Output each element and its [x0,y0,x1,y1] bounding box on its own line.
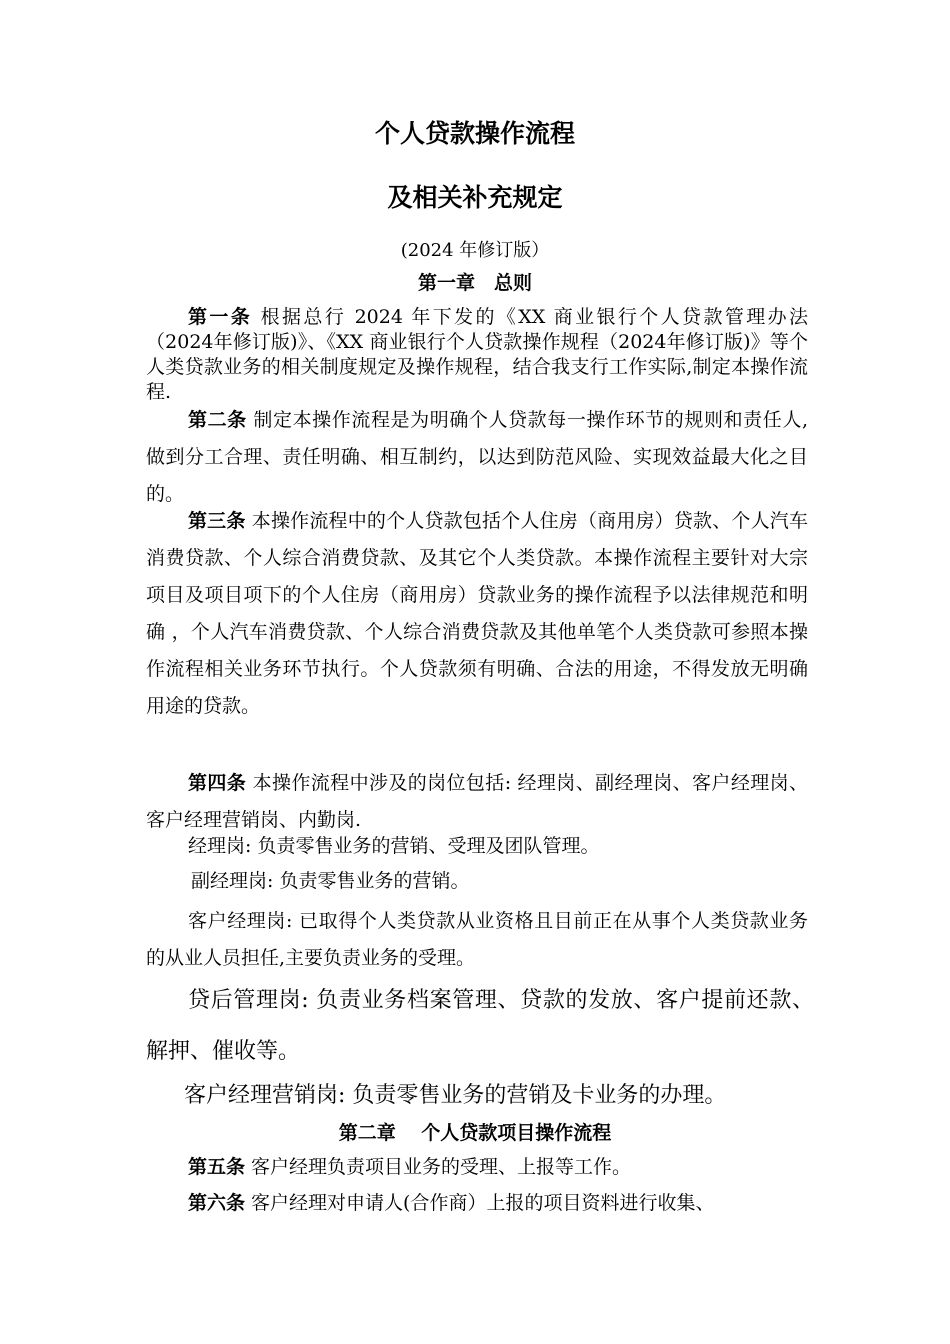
article-text: 根据总行 2024 年下发的《XX 商业银行个人贷款管理办法（2024年修订版)》、《XX 商业银行个人贷款操作规程（2024年修订版)》等个人类贷款业务的相关制度规定及操作规程，结合我支行工作实际,制定本操作流程. [146,306,808,403]
article-label: 第五条 [188,1156,246,1178]
chapter-heading-1: 第一章 总则 [417,272,532,294]
document-subtitle: (2024 年修订版） [400,240,550,261]
document-title: 个人贷款操作流程 [374,119,575,148]
article-5 [188,1152,888,1179]
document-title-line2: 及相关补充规定 [387,183,563,212]
article-text: 本操作流程中涉及的岗位包括: 经理岗、副经理岗、客户经理岗、客户经理营销岗、内勤岗. [146,772,808,831]
role-marketing: 客户经理营销岗: 负责零售业务的营销及卡业务的办理。 [184,1083,727,1108]
article-4 [146,765,808,839]
article-text: 客户经理对申请人(合作商）上报的项目资料进行收集、 [245,1192,715,1214]
article-6 [188,1188,888,1215]
article-label: 第三条 [188,510,246,532]
chapter-heading-2: 第二章 个人贷款项目操作流程 [338,1122,612,1144]
article-label: 第一条 [188,306,253,328]
article-3 [146,503,808,725]
article-text: 本操作流程中的个人贷款包括个人住房（商用房）贷款、个人汽车消费贷款、个人综合消费贷款、及其它个人类贷款。本操作流程主要针对大宗项目及项目项下的个人住房（商用房）贷款业务的操作流程予以法律规范和明确 ，个人汽车消费贷款、个人综合消费贷款及其他单笔个人类贷款可参照本操作流程相关业务环节执行。个人贷款须有明确、合法的用途，不得发放无明确用途的贷款。 [146,510,808,717]
role-manager: 经理岗: 负责零售业务的营销、受理及团队管理。 [188,835,600,857]
role-post-loan-manager: 贷后管理岗: 负责业务档案管理、贷款的发放、客户提前还款、解押、催收等。 [146,988,814,1064]
role-deputy-manager: 副经理岗: 负责零售业务的营销。 [191,870,470,892]
article-text: 客户经理负责项目业务的受理、上报等工作。 [245,1156,632,1178]
article-label: 第四条 [188,772,247,794]
article-text: 制定本操作流程是为明确个人贷款每一操作环节的规则和责任人,做到分工合理、责任明确、相互制约，以达到防范风险、实现效益最大化之目的。 [146,409,808,505]
role-account-manager: 客户经理岗: 已取得个人类贷款从业资格且目前正在从事个人类贷款业务的从业人员担任,主要负责业务的受理。 [146,910,808,969]
article-label: 第二条 [188,409,247,431]
article-label: 第六条 [188,1192,246,1214]
article-1 [146,305,808,405]
article-2 [146,402,808,513]
